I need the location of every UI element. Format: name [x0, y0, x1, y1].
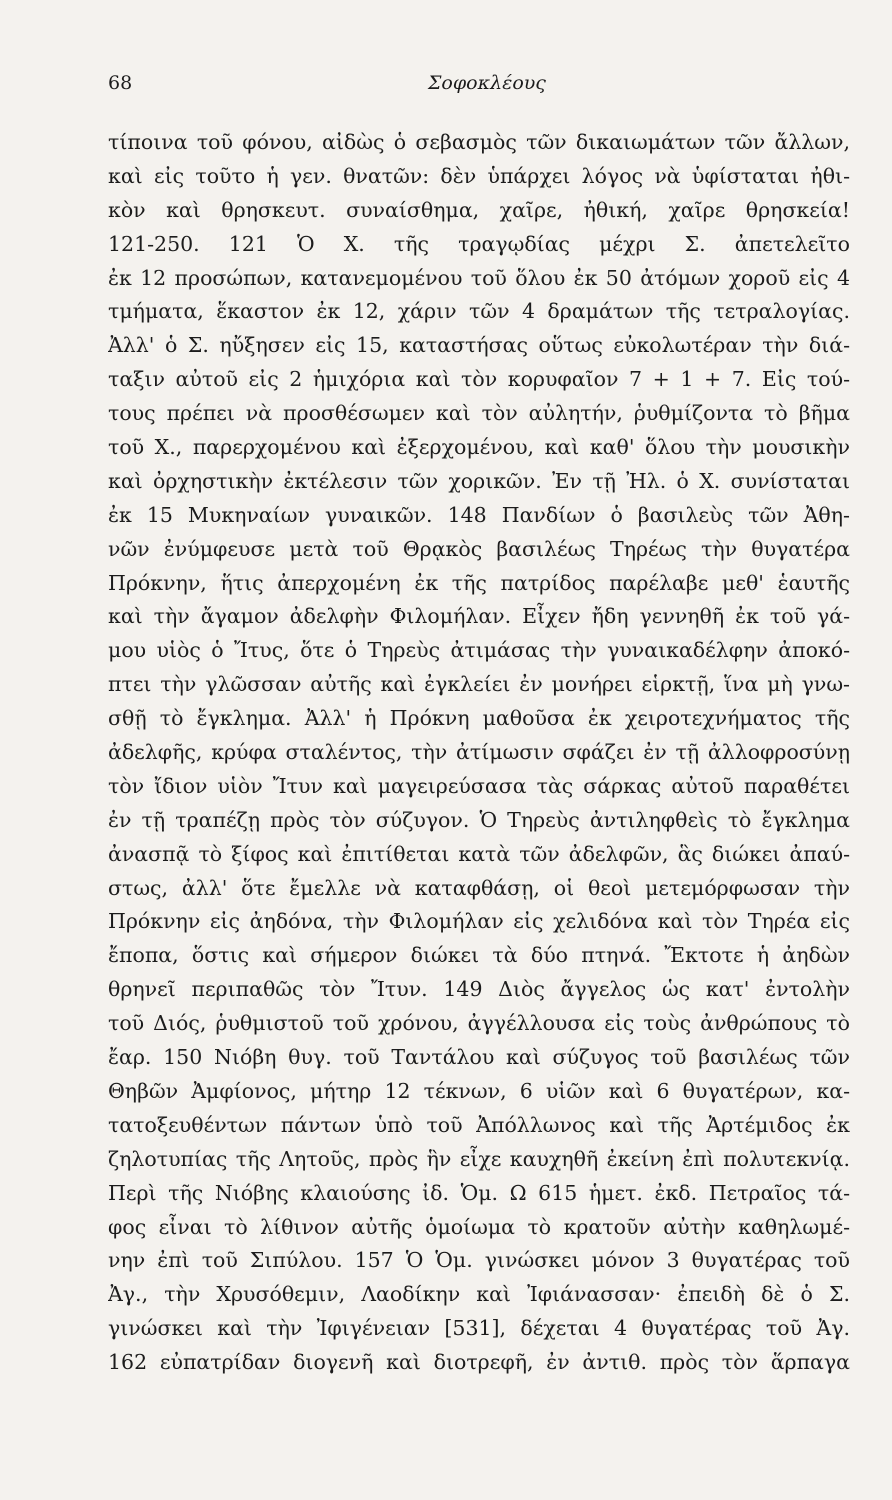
- text-line: στως, ἀλλ' ὅτε ἔμελλε νὰ καταφθάσῃ, οἱ θεοὶ μετεμόρφωσαν τὴν: [108, 875, 850, 900]
- text-line: ταξιν αὐτοῦ εἰς 2 ἡμιχόρια καὶ τὸν κορυφαῖον 7 + 1 + 7. Εἰς τού-: [108, 367, 850, 392]
- text-line: πτει τὴν γλῶσσαν αὐτῆς καὶ ἐγκλείει ἐν μονήρει εἱρκτῇ, ἵνα μὴ γνω-: [108, 672, 850, 697]
- text-line: ἀδελφῆς, κρύφα σταλέντος, τὴν ἀτίμωσιν σφάζει ἐν τῇ ἀλλοφροσύνῃ: [108, 740, 850, 765]
- text-line: ἐν τῇ τραπέζῃ πρὸς τὸν σύζυγον. Ὁ Τηρεὺς ἀντιληφθεὶς τὸ ἔγκλημα: [108, 807, 850, 832]
- text-line: μου υἱὸς ὁ Ἴτυς, ὅτε ὁ Τηρεὺς ἀτιμάσας τὴν γυναικαδέλφην ἀποκό-: [108, 638, 850, 663]
- text-line: τμήματα, ἕκαστον ἐκ 12, χάριν τῶν 4 δραμάτων τῆς τετραλογίας.: [108, 299, 850, 324]
- text-line: γινώσκει καὶ τὴν Ἰφιγένειαν [531], δέχεται 4 θυγατέρας τοῦ Ἀγ.: [108, 1316, 850, 1341]
- text-line: ἐκ 12 προσώπων, κατανεμομένου τοῦ ὅλου ἐκ 50 ἀτόμων χοροῦ εἰς 4: [108, 265, 850, 290]
- text-line: καὶ εἰς τοῦτο ἡ γεν. θνατῶν: δὲν ὑπάρχει λόγος νὰ ὑφίσταται ἠθι-: [108, 163, 850, 188]
- text-line: καὶ ὀρχηστικὴν ἐκτέλεσιν τῶν χορικῶν. Ἐν τῇ Ἠλ. ὁ Χ. συνίσταται: [108, 468, 850, 493]
- text-line: 162 εὐπατρίδαν διογενῆ καὶ διοτρεφῆ, ἐν ἀντιθ. πρὸς τὸν ἅρπαγα: [108, 1350, 850, 1375]
- text-line: 121-250. 121 Ὁ Χ. τῆς τραγῳδίας μέχρι Σ. ἀπετελεῖτο: [108, 231, 850, 256]
- text-line: φος εἶναι τὸ λίθινον αὐτῆς ὁμοίωμα τὸ κρατοῦν αὐτὴν καθηλωμέ-: [108, 1214, 850, 1239]
- text-line: Περὶ τῆς Νιόβης κλαιούσης ἰδ. Ὁμ. Ω 615 ἡμετ. ἐκδ. Πετραῖος τά-: [108, 1180, 850, 1205]
- text-line: ἔαρ. 150 Νιόβη θυγ. τοῦ Ταντάλου καὶ σύζυγος τοῦ βασιλέως τῶν: [108, 1045, 850, 1070]
- text-line: τοῦ Διός, ῥυθμιστοῦ τοῦ χρόνου, ἀγγέλλουσα εἰς τοὺς ἀνθρώπους τὸ: [108, 1011, 850, 1036]
- text-line: τίποινα τοῦ φόνου, αἰδὼς ὁ σεβασμὸς τῶν δικαιωμάτων τῶν ἄλλων,: [108, 130, 850, 154]
- running-title: Σοφοκλέους: [428, 72, 546, 94]
- text-line: ἐκ 15 Μυκηναίων γυναικῶν. 148 Πανδίων ὁ βασιλεὺς τῶν Ἀθη-: [108, 502, 850, 527]
- text-line: τοῦ Χ., παρερχομένου καὶ ἐξερχομένου, καὶ καθ' ὅλου τὴν μουσικὴν: [108, 435, 850, 460]
- text-line: τους πρέπει νὰ προσθέσωμεν καὶ τὸν αὐλητήν, ῥυθμίζοντα τὸ βῆμα: [108, 401, 850, 426]
- text-line: Ἀγ., τὴν Χρυσόθεμιν, Λαοδίκην καὶ Ἰφιάνασσαν· ἐπειδὴ δὲ ὁ Σ.: [108, 1282, 850, 1307]
- text-line: κὸν καὶ θρησκευτ. συναίσθημα, χαῖρε, ἠθική, χαῖρε θρησκεία!: [108, 197, 850, 222]
- text-line: καὶ τὴν ἄγαμον ἀδελφὴν Φιλομήλαν. Εἶχεν ἤδη γεννηθῆ ἐκ τοῦ γά-: [108, 604, 850, 629]
- text-line: νην ἐπὶ τοῦ Σιπύλου. 157 Ὁ Ὁμ. γινώσκει μόνον 3 θυγατέρας τοῦ: [108, 1248, 850, 1273]
- text-line: θρηνεῖ περιπαθῶς τὸν Ἴτυν. 149 Διὸς ἄγγελος ὡς κατ' ἐντολὴν: [108, 977, 850, 1002]
- text-line: τὸν ἴδιον υἱὸν Ἴτυν καὶ μαγειρεύσασα τὰς σάρκας αὐτοῦ παραθέτει: [108, 773, 850, 798]
- text-line: Ἀλλ' ὁ Σ. ηὔξησεν εἰς 15, καταστήσας οὕτως εὐκολωτέραν τὴν διά-: [108, 333, 850, 358]
- text-line: ἀνασπᾷ τὸ ξίφος καὶ ἐπιτίθεται κατὰ τῶν ἀδελφῶν, ἃς διώκει ἀπαύ-: [108, 841, 850, 866]
- text-line: σθῇ τὸ ἔγκλημα. Ἀλλ' ἡ Πρόκνη μαθοῦσα ἐκ χειροτεχνήματος τῆς: [108, 706, 850, 731]
- text-line: Θηβῶν Ἀμφίονος, μήτηρ 12 τέκνων, 6 υἱῶν καὶ 6 θυγατέρων, κα-: [108, 1078, 850, 1103]
- text-line: τατοξευθέντων πάντων ὑπὸ τοῦ Ἀπόλλωνος καὶ τῆς Ἀρτέμιδος ἐκ: [108, 1112, 850, 1137]
- text-line: Πρόκνην, ἥτις ἀπερχομένη ἐκ τῆς πατρίδος παρέλαβε μεθ' ἑαυτῆς: [108, 570, 850, 595]
- text-line: νῶν ἐνύμφευσε μετὰ τοῦ Θρᾳκὸς βασιλέως Τηρέως τὴν θυγατέρα: [108, 536, 850, 561]
- text-line: Πρόκνην εἰς ἀηδόνα, τὴν Φιλομήλαν εἰς χελιδόνα καὶ τὸν Τηρέα εἰς: [108, 909, 850, 934]
- page-header: [108, 72, 850, 102]
- text-line: ζηλοτυπίας τῆς Λητοῦς, πρὸς ἣν εἶχε καυχηθῆ ἐκείνη ἐπὶ πολυτεκνίᾳ.: [108, 1146, 850, 1171]
- text-line: ἔποπα, ὅστις καὶ σήμερον διώκει τὰ δύο πτηνά. Ἔκτοτε ἡ ἀηδὼν: [108, 943, 850, 968]
- page-number: 68: [108, 72, 133, 94]
- commentary-text: [108, 126, 850, 1380]
